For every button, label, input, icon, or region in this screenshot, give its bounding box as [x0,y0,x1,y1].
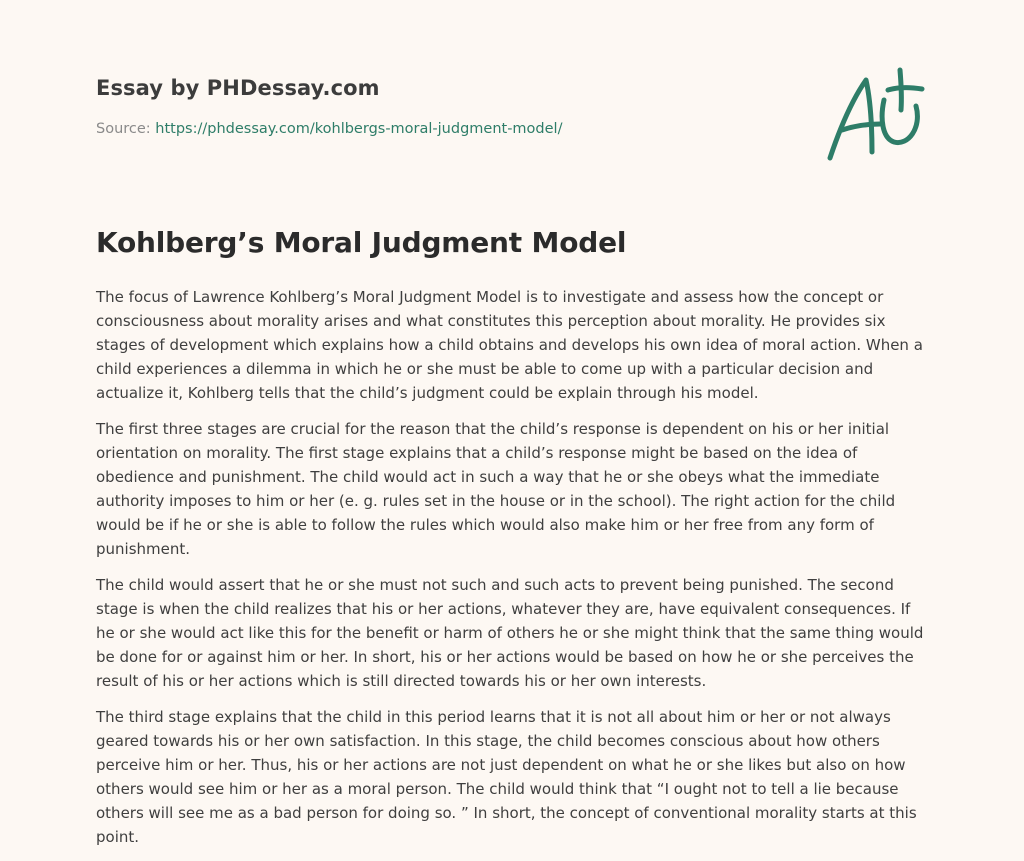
article-title: Kohlberg’s Moral Judgment Model [96,226,627,259]
a-plus-logo-icon [822,66,928,166]
source-label: Source: [96,121,151,137]
source-link[interactable]: https://phdessay.com/kohlbergs-moral-judgment-model/ [155,121,563,137]
article-paragraph: The child would assert that he or she must not such and such acts to prevent being punished. The second stage is when the child realizes that his or her actions, whatever they are, have equivalent consequences. If he or she would act like this for the benefit or harm of others he or she might think that the same thing would be done for or against him or her. In short, his or her actions would be based on how he or she perceives the result of his or her actions which is still directed towards his or her own interests. [96,576,924,690]
source-line [96,121,796,137]
article-paragraph: The focus of Lawrence Kohlberg’s Moral Judgment Model is to investigate and assess how the concept or consciousness about morality arises and what constitutes this perception about morality. He provides six stages of development which explains how a child obtains and develops his own idea of moral action. When a child experiences a dilemma in which he or she must be able to come up with a particular decision and actualize it, Kohlberg tells that the child’s judgment could be explain through his model. [96,288,923,402]
article-paragraph: The first three stages are crucial for the reason that the child’s response is dependent on his or her initial orientation on morality. The first stage explains that a child’s response might be based on the idea of obedience and punishment. The child would act in such a way that he or she obeys what the immediate authority imposes to him or her (e. g. rules set in the house or in the school). The right action for the child would be if he or she is able to follow the rules which would also make him or her free from any form of punishment. [96,420,896,558]
article [96,226,928,861]
page-header [96,76,796,137]
site-brand: Essay by PHDessay.com [96,76,380,100]
article-paragraph: The third stage explains that the child in this period learns that it is not all about him or her or not always geared towards his or her own satisfaction. In this stage, the child becomes conscious about how others perceive him or her. Thus, his or her actions are not just dependent on what he or she likes but also on how others would see him or her as a moral person. The child would think that “I ought not to tell a lie because others will see me as a bad person for doing so. ” In short, the concept of conventional morality starts at this point. [96,708,917,846]
